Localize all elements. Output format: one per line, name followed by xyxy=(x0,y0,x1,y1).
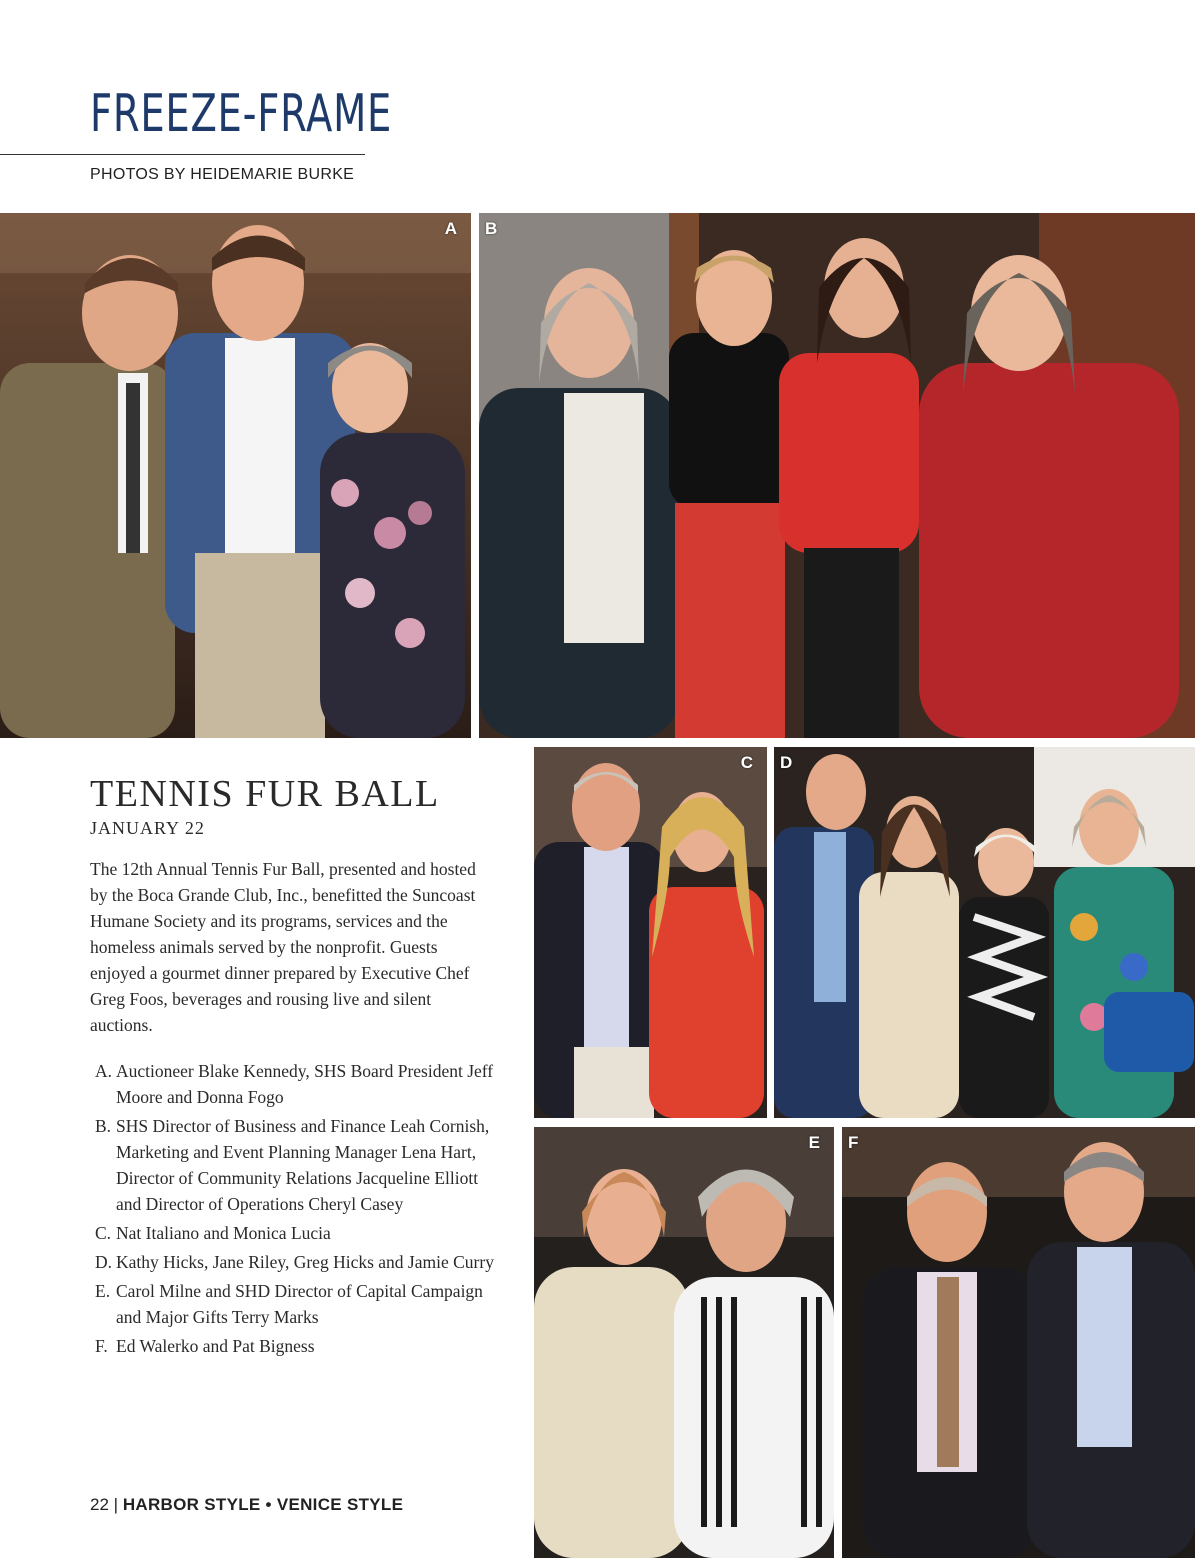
photo-letter-a: A xyxy=(444,219,457,238)
photo-b xyxy=(479,213,1195,738)
photo-b-image xyxy=(479,213,1195,738)
event-description: The 12th Annual Tennis Fur Ball, presented and hosted by the Boca Grande Club, Inc., benefitted the Suncoast Humane Society and its programs, services and the homeless animals served by the nonprofit. Guests enjoyed a gourmet dinner prepared by Executive Chef Greg Foos, beverages and rousing live and silent auctions. xyxy=(90,859,476,1035)
photo-e-image xyxy=(534,1127,834,1558)
caption-letter: F. xyxy=(95,1336,108,1356)
caption-text: Nat Italiano and Monica Lucia xyxy=(116,1223,331,1243)
photo-f xyxy=(842,1127,1195,1558)
caption-letter: C. xyxy=(95,1223,112,1243)
photo-letter-f: F xyxy=(848,1133,859,1152)
caption-letter: E. xyxy=(95,1281,111,1301)
caption-text: Auctioneer Blake Kennedy, SHS Board President Jeff Moore and Donna Fogo xyxy=(116,1061,494,1107)
photo-letter-d: D xyxy=(780,753,793,772)
photo-credit: PHOTOS BY HEIDEMARIE BURKE xyxy=(90,166,355,183)
photo-letter-b: B xyxy=(485,219,498,238)
photo-d-image xyxy=(774,747,1195,1118)
event-title: TENNIS FUR BALL xyxy=(90,773,440,815)
title-rule xyxy=(0,154,365,155)
caption-item xyxy=(90,1058,500,1110)
photo-letter-c: C xyxy=(740,753,753,772)
caption-item xyxy=(90,1220,500,1246)
caption-item xyxy=(90,1278,500,1330)
page-footer xyxy=(90,1495,403,1515)
photo-d xyxy=(774,747,1195,1118)
photo-e xyxy=(534,1127,834,1558)
event-date: JANUARY 22 xyxy=(90,818,205,838)
photo-a xyxy=(0,213,471,738)
photo-captions xyxy=(90,1058,500,1362)
caption-letter: D. xyxy=(95,1252,113,1272)
caption-letter: B. xyxy=(95,1116,112,1136)
publication-name: HARBOR STYLE • VENICE STYLE xyxy=(122,1495,404,1514)
photo-c-image xyxy=(534,747,767,1118)
page-number: 22 xyxy=(90,1495,109,1514)
caption-item xyxy=(90,1113,500,1217)
caption-letter: A. xyxy=(95,1061,113,1081)
photo-a-image xyxy=(0,213,471,738)
photo-letter-e: E xyxy=(808,1133,820,1152)
footer-separator: | xyxy=(113,1495,119,1514)
caption-text: Ed Walerko and Pat Bigness xyxy=(116,1336,315,1356)
caption-item xyxy=(90,1333,500,1359)
section-title: FREEZE-FRAME xyxy=(90,84,393,144)
photo-f-image xyxy=(842,1127,1195,1558)
caption-item xyxy=(90,1249,500,1275)
caption-text: Kathy Hicks, Jane Riley, Greg Hicks and Jamie Curry xyxy=(116,1252,494,1272)
caption-text: SHS Director of Business and Finance Leah Cornish, Marketing and Event Planning Manager Lena Hart, Director of Community Relations Jacqueline Elliott and Director of Operations Cheryl Casey xyxy=(116,1116,490,1214)
photo-c xyxy=(534,747,767,1118)
caption-text: Carol Milne and SHD Director of Capital Campaign and Major Gifts Terry Marks xyxy=(116,1281,483,1327)
